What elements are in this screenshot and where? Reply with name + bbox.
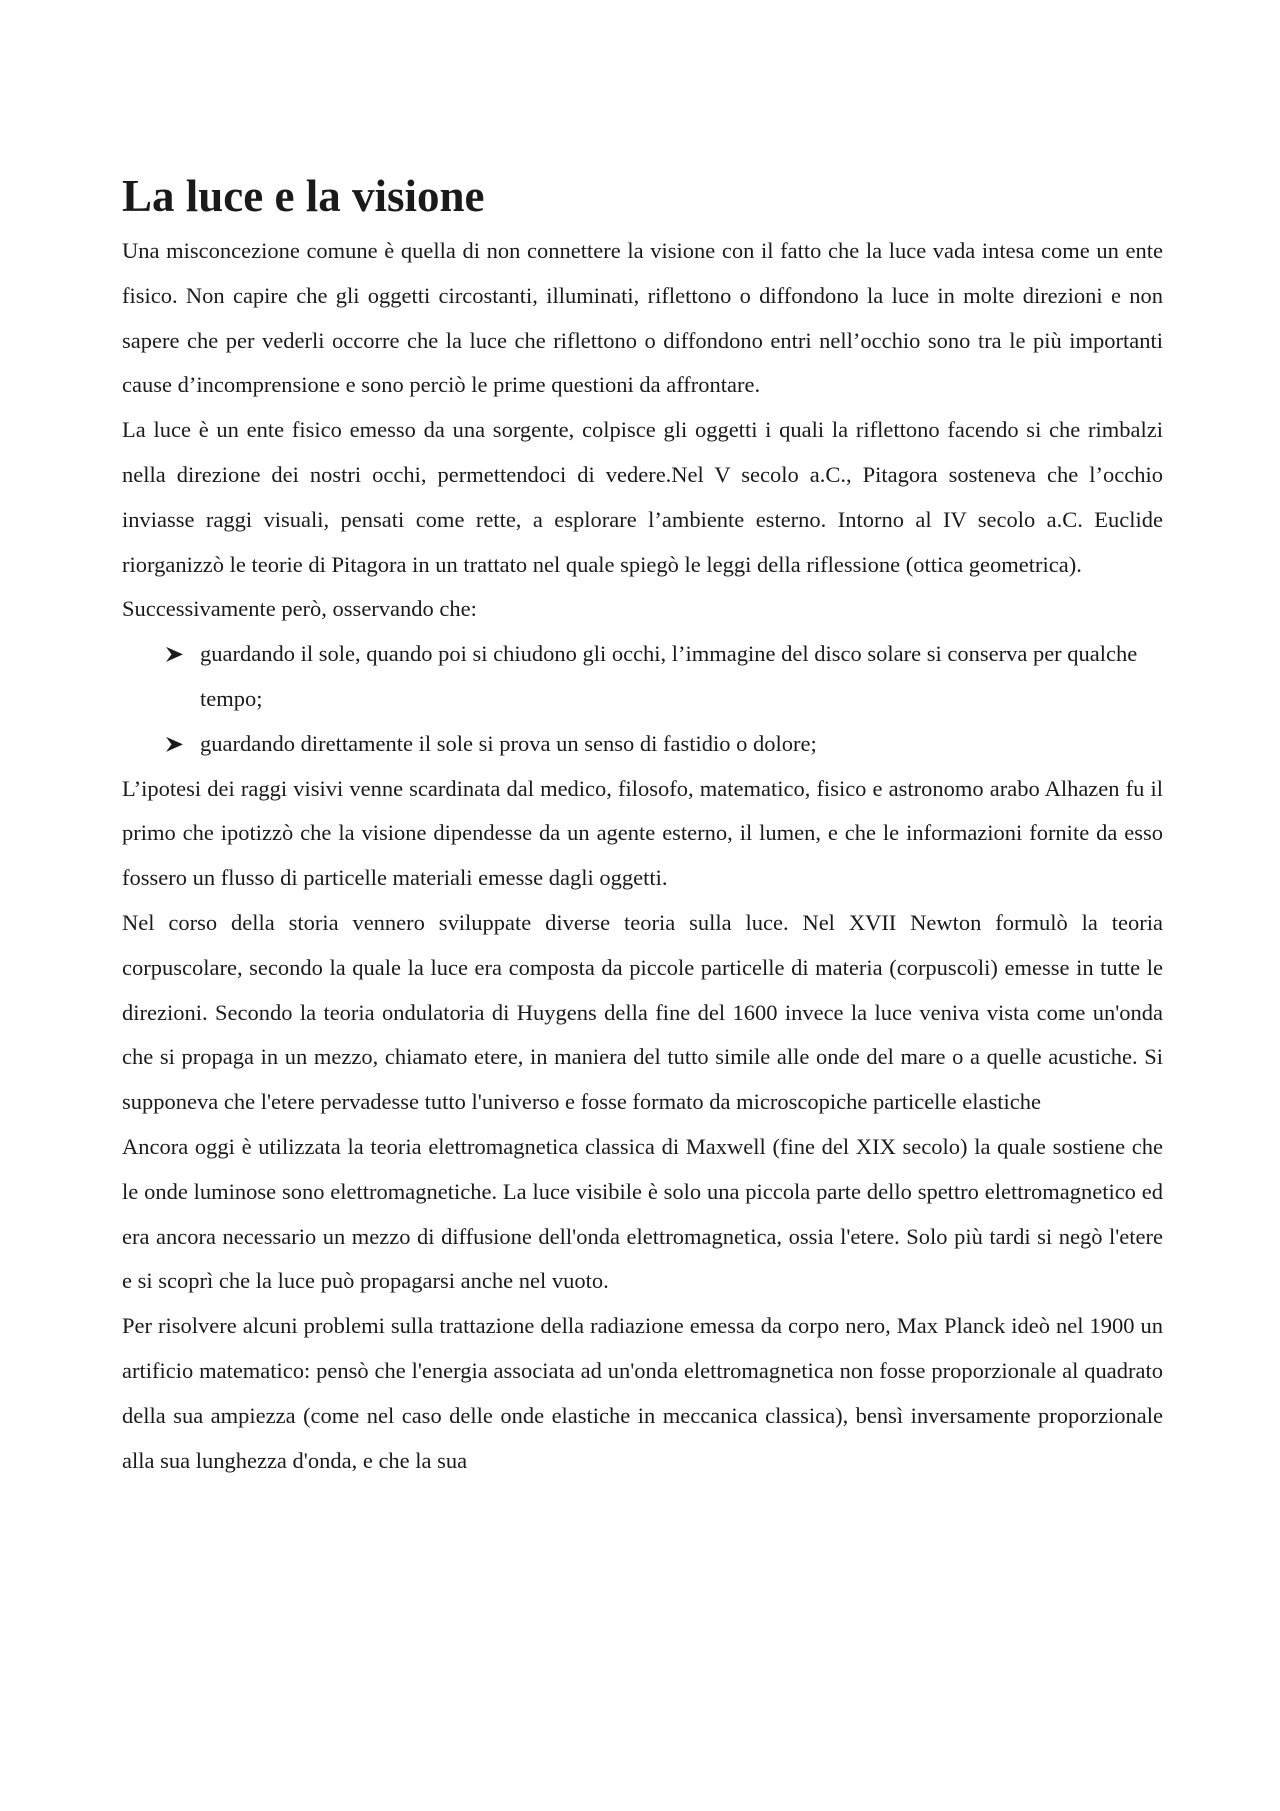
paragraph-planck: Per risolvere alcuni problemi sulla trattazione della radiazione emessa da corpo nero, Max Planck ideò nel 1900 un artificio matematico: pensò che l'energia associata ad un'onda elettromagnetica non fosse proporzionale al quadrato della sua ampiezza (come nel caso delle onde elastiche in meccanica classica), bensì inversamente proporzionale alla sua lunghezza d'onda, e che la sua: [122, 1313, 1163, 1473]
paragraph-newton-huygens: Nel corso della storia vennero sviluppate diverse teoria sulla luce. Nel XVII Newton formulò la teoria corpuscolare, secondo la quale la luce era composta da piccole particelle di materia (corpuscoli) emesse in tutte le direzioni. Secondo la teoria ondulatoria di Huygens della fine del 1600 invece la luce veniva vista come un'onda che si propaga in un mezzo, chiamato etere, in maniera del tutto simile alle onde del mare o a quelle acustiche. Si supponeva che l'etere pervadesse tutto l'universo e fosse formato da microscopiche particelle elastiche: [122, 909, 1163, 1115]
list-item: [163, 632, 1163, 722]
paragraph-list-intro: Successivamente però, osservando che:: [122, 596, 477, 622]
list-item: [163, 722, 1163, 767]
paragraph-misconception: Una misconcezione comune è quella di non connettere la visione con il fatto che la luce vada intesa come un ente fisico. Non capire che gli oggetti circostanti, illuminati, riflettono o diffondono la luce in molte direzioni e non sapere che per vederli occorre che la luce che riflettono o diffondono entri nell’occhio sono tra le più importanti cause d’incomprensione e sono perciò le prime questioni da affrontare.: [122, 238, 1163, 398]
document-body: [122, 171, 1163, 1483]
observation-list: [122, 632, 1163, 766]
paragraph-light-definition: La luce è un ente fisico emesso da una sorgente, colpisce gli oggetti i quali la riflettono facendo si che rimbalzi nella direzione dei nostri occhi, permettendoci di vedere.Nel V secolo a.C., Pitagora sosteneva che l’occhio inviasse raggi visuali, pensati come rette, a esplorare l’ambiente esterno. Intorno al IV secolo a.C. Euclide riorganizzò le teorie di Pitagora in un trattato nel quale spiegò le leggi della riflessione (ottica geometrica).: [122, 417, 1163, 577]
arrowhead-bullet-icon: [163, 632, 187, 677]
list-item-text: guardando il sole, quando poi si chiudono gli occhi, l’immagine del disco solare si conserva per qualche tempo;: [200, 641, 1138, 711]
page-title: La luce e la visione: [122, 171, 485, 221]
paragraph-maxwell: Ancora oggi è utilizzata la teoria elettromagnetica classica di Maxwell (fine del XIX secolo) la quale sostiene che le onde luminose sono elettromagnetiche. La luce visibile è solo una piccola parte dello spettro elettromagnetico ed era ancora necessario un mezzo di diffusione dell'onda elettromagnetica, ossia l'etere. Solo più tardi si negò l'etere e si scoprì che la luce può propagarsi anche nel vuoto.: [122, 1133, 1163, 1294]
arrowhead-bullet-icon: [163, 722, 187, 767]
paragraph-alhazen: L’ipotesi dei raggi visivi venne scardinata dal medico, filosofo, matematico, fisico e astronomo arabo Alhazen fu il primo che ipotizzò che la visione dipendesse da un agente esterno, il lumen, e che le informazioni fornite da esso fossero un flusso di particelle materiali emesse dagli oggetti.: [122, 775, 1163, 891]
list-item-text: guardando direttamente il sole si prova un senso di fastidio o dolore;: [200, 730, 817, 756]
